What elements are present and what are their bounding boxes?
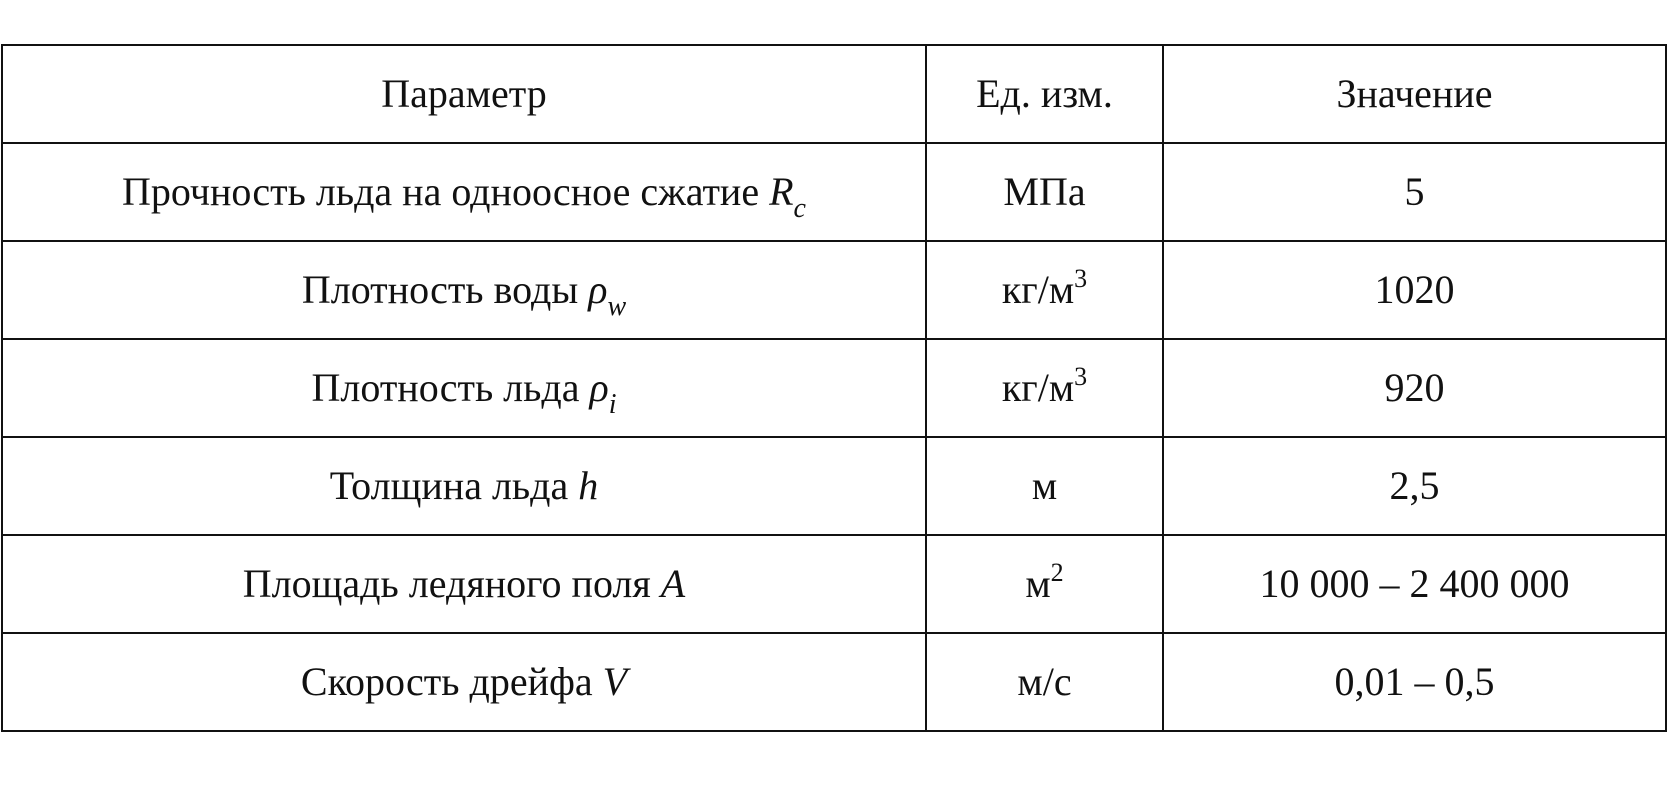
parameter-subscript: w	[607, 291, 627, 322]
value-cell: 2,5	[1163, 437, 1666, 535]
table-row	[2, 437, 1666, 535]
table-row	[2, 535, 1666, 633]
table-row	[2, 241, 1666, 339]
unit-cell	[926, 339, 1163, 437]
parameter-name: Скорость дрейфа	[300, 659, 603, 704]
parameter-cell	[2, 437, 926, 535]
parameter-symbol: A	[660, 561, 686, 606]
table-row	[2, 143, 1666, 241]
unit-cell	[926, 633, 1163, 731]
parameter-symbol: R	[769, 169, 794, 214]
parameter-symbol: ρ	[589, 365, 609, 410]
value-cell: 10 000 – 2 400 000	[1163, 535, 1666, 633]
table-row	[2, 339, 1666, 437]
parameter-cell	[2, 339, 926, 437]
unit-superscript: 2	[1050, 558, 1064, 587]
unit-superscript: 3	[1074, 362, 1088, 391]
header-parameter: Параметр	[2, 45, 926, 143]
parameter-cell	[2, 143, 926, 241]
value-cell: 0,01 – 0,5	[1163, 633, 1666, 731]
unit-cell	[926, 437, 1163, 535]
unit-text: МПа	[1003, 169, 1086, 214]
parameter-name: Плотность воды	[301, 267, 589, 312]
header-value: Значение	[1163, 45, 1666, 143]
parameters-table-container	[1, 44, 1665, 732]
value-cell: 920	[1163, 339, 1666, 437]
header-unit: Ед. изм.	[926, 45, 1163, 143]
parameter-symbol: ρ	[588, 267, 608, 312]
parameter-name: Площадь ледяного поля	[242, 561, 661, 606]
value-cell: 1020	[1163, 241, 1666, 339]
unit-cell	[926, 143, 1163, 241]
unit-text: м/с	[1017, 659, 1072, 704]
unit-text: м	[1025, 561, 1051, 606]
unit-cell	[926, 535, 1163, 633]
parameter-symbol: V	[602, 659, 628, 704]
unit-cell	[926, 241, 1163, 339]
parameter-cell	[2, 241, 926, 339]
parameter-cell	[2, 633, 926, 731]
unit-text: м	[1031, 463, 1058, 508]
parameter-name: Плотность льда	[311, 365, 590, 410]
parameters-table	[1, 44, 1667, 732]
parameter-name: Прочность льда на одноосное сжатие	[122, 169, 770, 214]
parameter-name: Толщина льда	[329, 463, 579, 508]
unit-text: кг/м	[1001, 365, 1075, 410]
unit-text: кг/м	[1001, 267, 1075, 312]
parameter-subscript: i	[608, 389, 617, 420]
parameter-subscript: c	[793, 193, 806, 224]
table-header-row	[2, 45, 1666, 143]
table-row	[2, 633, 1666, 731]
unit-superscript: 3	[1074, 264, 1088, 293]
parameter-cell	[2, 535, 926, 633]
value-cell: 5	[1163, 143, 1666, 241]
parameter-symbol: h	[578, 463, 599, 508]
